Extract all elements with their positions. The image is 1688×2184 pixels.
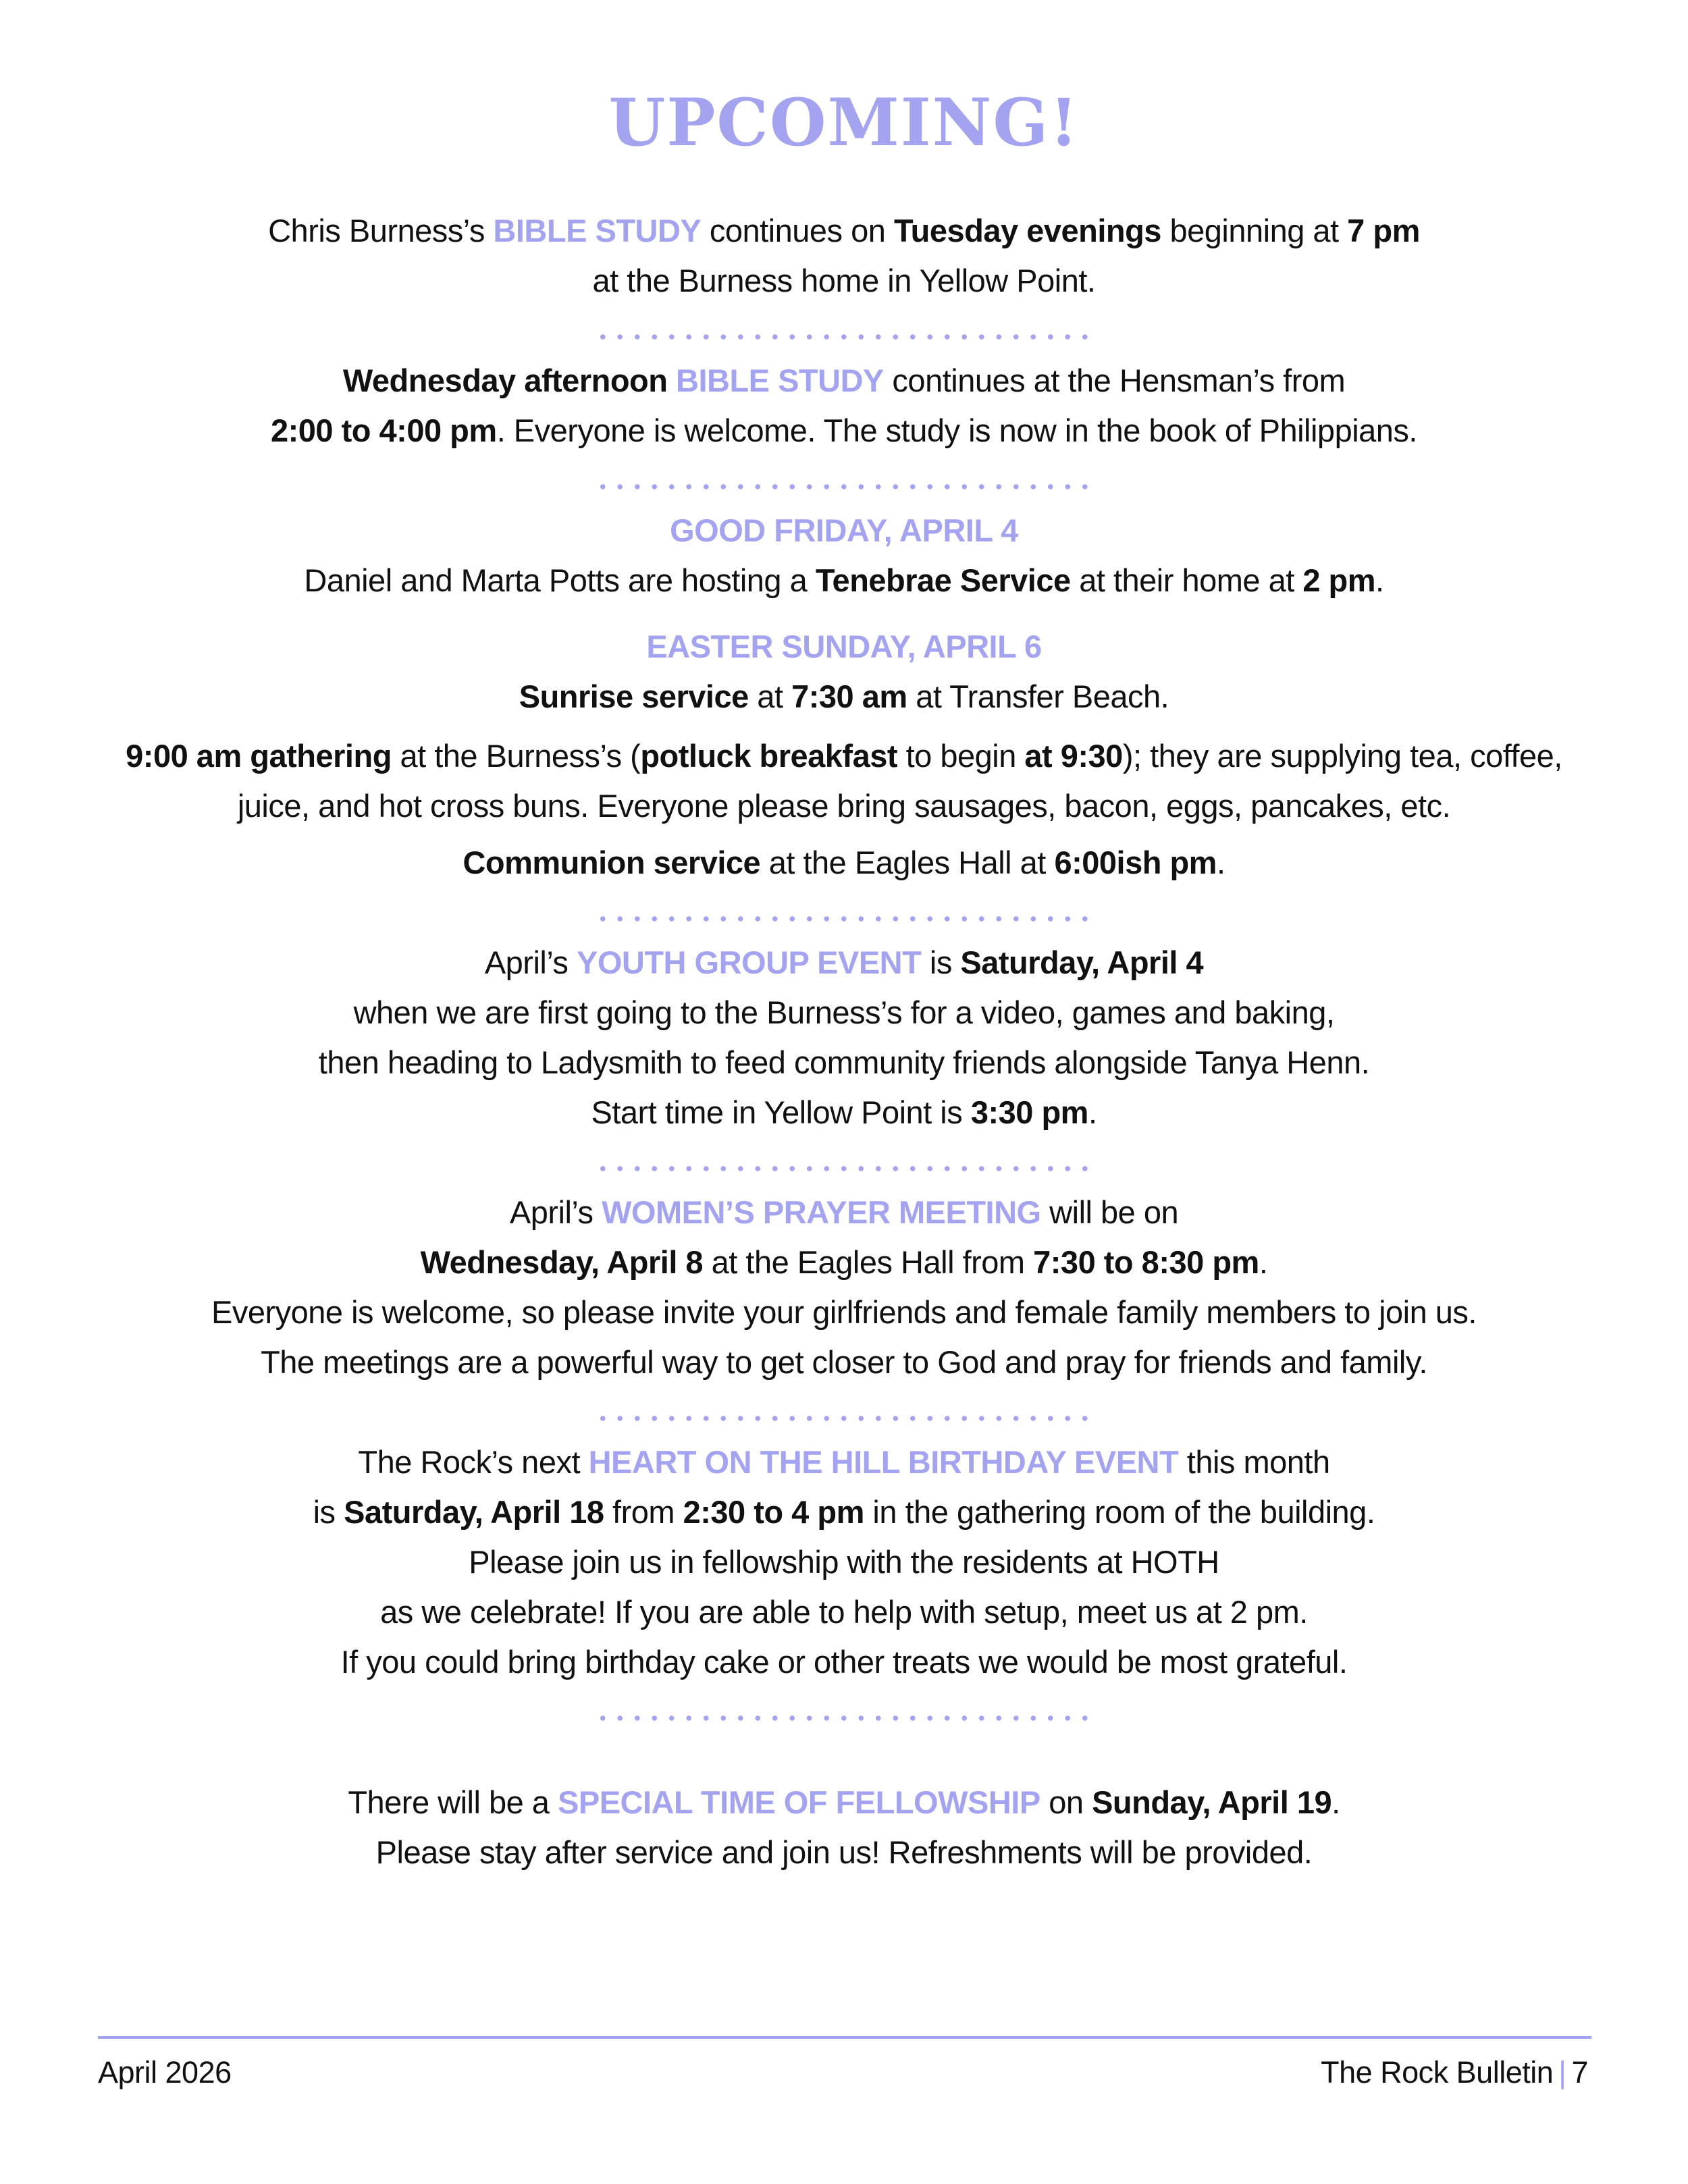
dotted-divider (594, 484, 1094, 489)
announcements (95, 206, 1593, 1877)
text: . Everyone is welcome. The study is now in the book of Philippians. (496, 412, 1417, 448)
text: on (1040, 1784, 1092, 1820)
announcement-line: Please join us in fellowship with the residents at HOTH (469, 1544, 1219, 1580)
highlight-text: HEART ON THE HILL BIRTHDAY EVENT (588, 1444, 1179, 1480)
bold-text: 3:30 pm (970, 1094, 1088, 1130)
text: at the Burness’s ( (391, 738, 641, 774)
bold-text: at 9:30 (1024, 738, 1123, 774)
announcement-line (95, 206, 1593, 256)
announcement-line (95, 1437, 1593, 1487)
bold-text: Saturday, April 18 (344, 1494, 604, 1530)
bold-text: 7:30 to 8:30 pm (1033, 1244, 1259, 1280)
bold-text: Communion service (463, 845, 761, 880)
text: . (1216, 845, 1225, 880)
highlight-text: SPECIAL TIME OF FELLOWSHIP (558, 1784, 1040, 1820)
text: There will be a (348, 1784, 558, 1820)
text: continues at the Hensman’s from (883, 363, 1346, 398)
text: from (604, 1494, 683, 1530)
announcement-line (95, 838, 1593, 888)
highlight-text: WOMEN’S PRAYER MEETING (602, 1194, 1041, 1230)
announcement-heart-on-the-hill (95, 1437, 1593, 1687)
text: will be on (1040, 1194, 1179, 1230)
section-heading-good-friday: GOOD FRIDAY, APRIL 4 (670, 512, 1018, 548)
announcement-line: juice, and hot cross buns. Everyone please bring sausages, bacon, eggs, pancakes, etc. (237, 788, 1451, 824)
text: Chris Burness’s (268, 213, 494, 248)
bold-text: Tuesday evenings (893, 213, 1161, 248)
announcement-womens-prayer (95, 1188, 1593, 1387)
bold-text: Tenebrae Service (815, 562, 1071, 598)
announcement-line (95, 672, 1593, 722)
announcement-line (95, 731, 1593, 781)
text: . (1331, 1784, 1340, 1820)
text: at Transfer Beach. (907, 678, 1169, 714)
highlight-text: YOUTH GROUP EVENT (577, 944, 922, 980)
announcement-easter (95, 506, 1593, 888)
announcement-line (95, 938, 1593, 988)
bold-text: 2 pm (1302, 562, 1376, 598)
announcement-line (95, 1188, 1593, 1237)
announcement-line (95, 356, 1593, 406)
text: . (1259, 1244, 1268, 1280)
bold-text: 7:30 am (791, 678, 907, 714)
highlight-text: BIBLE STUDY (493, 213, 702, 248)
dotted-divider (594, 334, 1094, 340)
announcement-line: The meetings are a powerful way to get closer to God and pray for friends and family. (261, 1344, 1427, 1380)
text: this month (1178, 1444, 1330, 1480)
announcement-line (95, 1088, 1593, 1138)
highlight-text: BIBLE STUDY (676, 363, 884, 398)
dotted-divider (594, 1715, 1094, 1721)
announcement-line: when we are first going to the Burness’s for a video, games and baking, (353, 994, 1335, 1030)
announcement-line (95, 1778, 1593, 1828)
bold-text: 9:00 am gathering (126, 738, 392, 774)
announcement-line (95, 556, 1593, 606)
page-number: 7 (1571, 2055, 1588, 2089)
bold-text: 2:30 to 4 pm (683, 1494, 864, 1530)
announcement-wednesday-bible-study (95, 356, 1593, 456)
dotted-divider (594, 916, 1094, 922)
text: ); they are supplying tea, coffee, (1122, 738, 1562, 774)
footer-separator: | (1558, 2055, 1566, 2089)
footer-date: April 2026 (98, 2055, 232, 2089)
section-heading-easter-sunday: EASTER SUNDAY, APRIL 6 (646, 629, 1042, 664)
text: is (921, 944, 961, 980)
text: in the gathering room of the building. (864, 1494, 1375, 1530)
announcement-line (95, 1237, 1593, 1287)
announcement-line: as we celebrate! If you are able to help with setup, meet us at 2 pm. (380, 1594, 1308, 1630)
bold-text: potluck breakfast (640, 738, 898, 774)
text: Start time in Yellow Point is (591, 1094, 971, 1130)
bold-text: Saturday, April 4 (960, 944, 1204, 980)
publication-name: The Rock Bulletin (1321, 2055, 1554, 2089)
text: at their home at (1070, 562, 1303, 598)
bold-text: 6:00ish pm (1054, 845, 1217, 880)
dotted-divider (594, 1166, 1094, 1171)
footer-rule (98, 2036, 1591, 2039)
bold-text: Wednesday, April 8 (420, 1244, 704, 1280)
announcement-line (95, 406, 1593, 456)
text: at (748, 678, 792, 714)
text: April’s (509, 1194, 602, 1230)
text: beginning at (1161, 213, 1348, 248)
text: The Rock’s next (358, 1444, 589, 1480)
announcement-tuesday-bible-study (95, 206, 1593, 306)
announcement-line: at the Burness home in Yellow Point. (592, 263, 1096, 298)
bold-text: Wednesday afternoon (342, 363, 668, 398)
bold-text: Sunday, April 19 (1092, 1784, 1332, 1820)
footer-publication (1321, 2052, 1588, 2093)
announcement-line: If you could bring birthday cake or other treats we would be most grateful. (340, 1644, 1348, 1680)
announcement-line: Everyone is welcome, so please invite your girlfriends and female family members to join us. (211, 1294, 1477, 1330)
dotted-divider (594, 1416, 1094, 1421)
announcement-youth-group (95, 938, 1593, 1138)
text: . (1088, 1094, 1097, 1130)
announcement-line (95, 1487, 1593, 1537)
text: is (313, 1494, 344, 1530)
text: . (1375, 562, 1384, 598)
page-title: UPCOMING! (608, 84, 1080, 161)
text: at the Eagles Hall from (703, 1244, 1034, 1280)
bold-text: 7 pm (1347, 213, 1420, 248)
text: at the Eagles Hall at (760, 845, 1055, 880)
text: continues on (701, 213, 894, 248)
bold-text: Sunrise service (519, 678, 749, 714)
text: to begin (897, 738, 1025, 774)
text (667, 363, 676, 398)
announcement-line: then heading to Ladysmith to feed community friends alongside Tanya Henn. (318, 1044, 1370, 1080)
text: Daniel and Marta Potts are hosting a (304, 562, 816, 598)
bold-text: 2:00 to 4:00 pm (271, 412, 497, 448)
announcement-line: Please stay after service and join us! Refreshments will be provided. (375, 1834, 1313, 1870)
text: April’s (484, 944, 577, 980)
announcement-fellowship (95, 1778, 1593, 1877)
